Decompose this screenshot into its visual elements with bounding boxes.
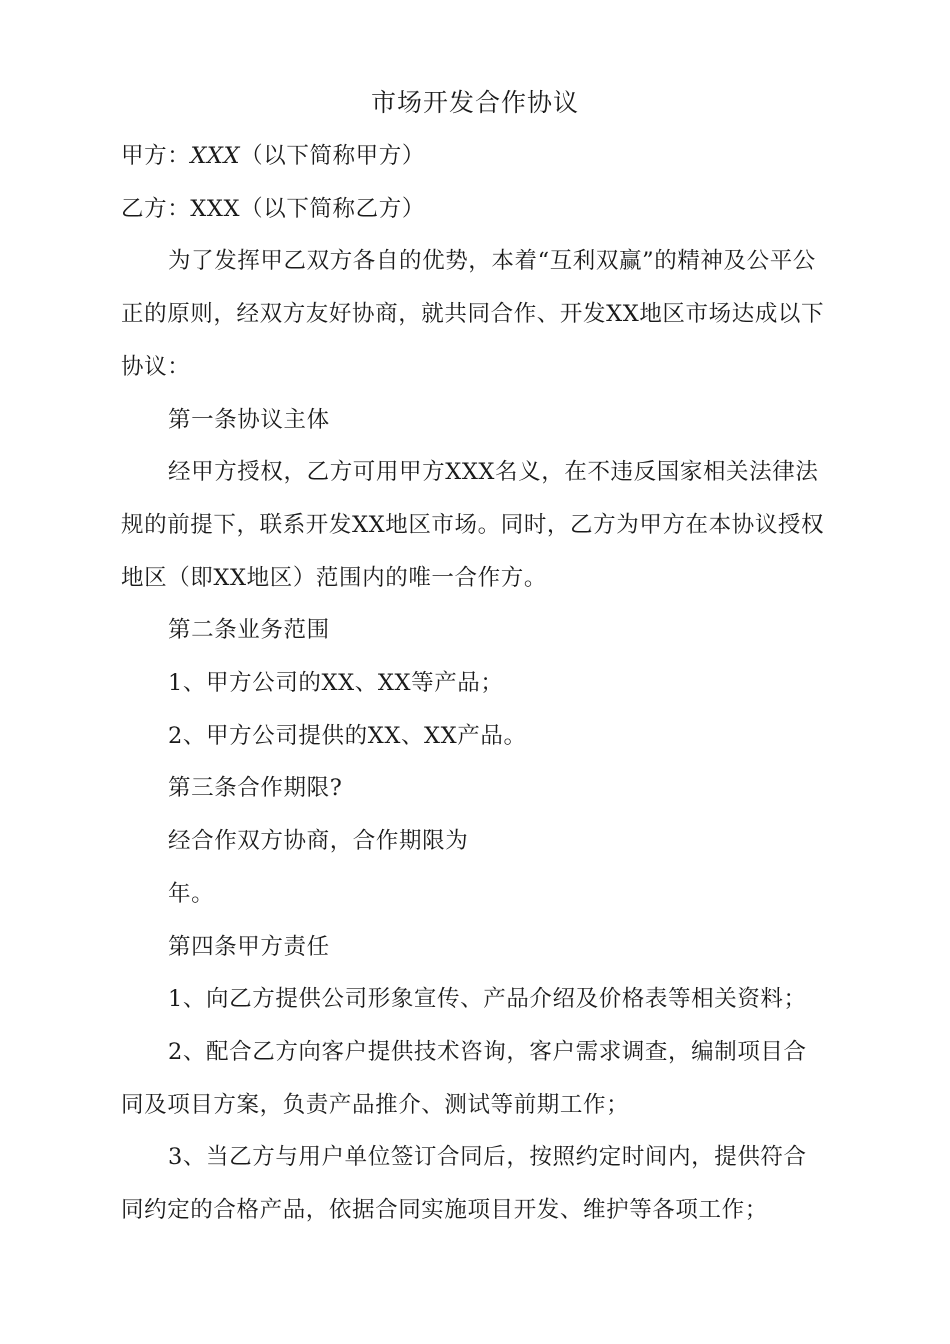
article3-heading: 第三条合作期限?	[168, 775, 343, 802]
article1-paragraph: 经甲方授权，乙方可用甲方XXX名义，在不违反国家相关法律法规的前提下，联系开发XX地区市场。同时，乙方为甲方在本协议授权地区（即XX地区）范围内的唯一合作方。	[121, 459, 825, 591]
article2-item-2: 2、甲方公司提供的XX、XX产品。	[168, 722, 527, 749]
party-a-line	[121, 130, 826, 183]
document-body	[121, 130, 826, 1237]
article4-item-1: 1、向乙方提供公司形象宣传、产品介绍及价格表等相关资料；	[168, 986, 807, 1013]
article2-heading: 第二条业务范围	[168, 617, 330, 644]
article1-heading: 第一条协议主体	[168, 406, 330, 433]
article4-heading: 第四条甲方责任	[168, 933, 330, 960]
party-a-name: XXX	[190, 143, 241, 169]
preamble-paragraph: 为了发挥甲乙双方各自的优势，本着“互利双赢”的精神及公平公正的原则，经双方友好协商，就共同合作、开发XX地区市场达成以下协议：	[121, 248, 825, 380]
article3-unit: 年。	[168, 880, 215, 907]
article2-item-1: 1、甲方公司的XX、XX等产品；	[168, 670, 504, 697]
party-b-line: 乙方：XXX（以下简称乙方）	[121, 195, 425, 222]
article4-item-3: 3、当乙方与用户单位签订合同后，按照约定时间内，提供符合同约定的合格产品，依据合同实施项目开发、维护等各项工作；	[121, 1144, 807, 1224]
article4-item-2: 2、配合乙方向客户提供技术咨询，客户需求调查，编制项目合同及项目方案，负责产品推介、测试等前期工作；	[121, 1038, 807, 1118]
party-a-prefix: 甲方：	[121, 143, 191, 169]
article3-paragraph: 经合作双方协商，合作期限为	[168, 828, 469, 855]
document-title: 市场开发合作协议	[370, 88, 579, 117]
party-a-suffix: （以下简称甲方）	[240, 143, 425, 169]
